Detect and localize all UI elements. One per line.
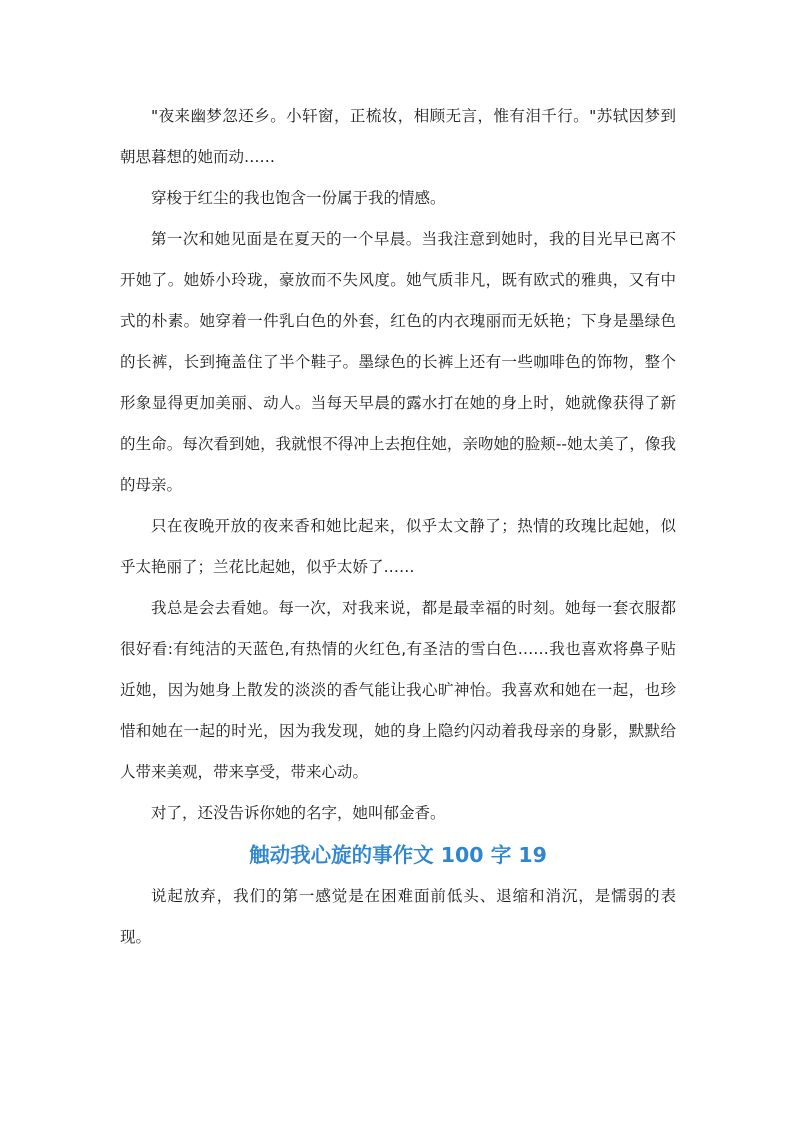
paragraph-3: 第一次和她见面是在夏天的一个早晨。当我注意到她时，我的目光早已离不开她了。她娇小玲珑，豪放而不失风度。她气质非凡，既有欧式的雅典，又有中式的朴素。她穿着一件乳白色的外套，红色的内衣瑰丽而无妖艳；下身是墨绿色的长裤，长到掩盖住了半个鞋子。墨绿色的长裤上还有一些咖啡色的饰物，整个形象显得更加美丽、动人。当每天早晨的露水打在她的身上时，她就像获得了新的生命。每次看到她，我就恨不得冲上去抱住她，亲吻她的脸颊--她太美了，像我的母亲。 xyxy=(120,230,676,494)
document-body xyxy=(120,96,676,958)
paragraph-7: 说起放弃，我们的第一感觉是在困难面前低头、退缩和消沉，是懦弱的表现。 xyxy=(120,887,676,946)
paragraph-6: 对了，还没告诉你她的名字，她叫郁金香。 xyxy=(151,804,446,822)
section-heading: 触动我心旋的事作文 100 字 19 xyxy=(249,843,547,867)
paragraph-2: 穿梭于红尘的我也饱含一份属于我的情感。 xyxy=(151,189,446,207)
paragraph-5: 我总是会去看她。每一次，对我来说，都是最幸福的时刻。她每一套衣服都很好看:有纯洁的天蓝色,有热情的火红色,有圣洁的雪白色……我也喜欢将鼻子贴近她，因为她身上散发的淡淡的香气能让我心旷神怡。我喜欢和她在一起，也珍惜和她在一起的时光，因为我发现，她的身上隐约闪动着我母亲的身影，默默给人带来美观，带来享受，带来心动。 xyxy=(120,599,676,781)
paragraph-4: 只在夜晚开放的夜来香和她比起来，似乎太文静了；热情的玫瑰比起她，似乎太艳丽了；兰花比起她，似乎太娇了…… xyxy=(120,517,676,576)
paragraph-1: "夜来幽梦忽还乡。小轩窗，正梳妆，相顾无言，惟有泪千行。"苏轼因梦到朝思暮想的她而动…… xyxy=(120,107,676,166)
